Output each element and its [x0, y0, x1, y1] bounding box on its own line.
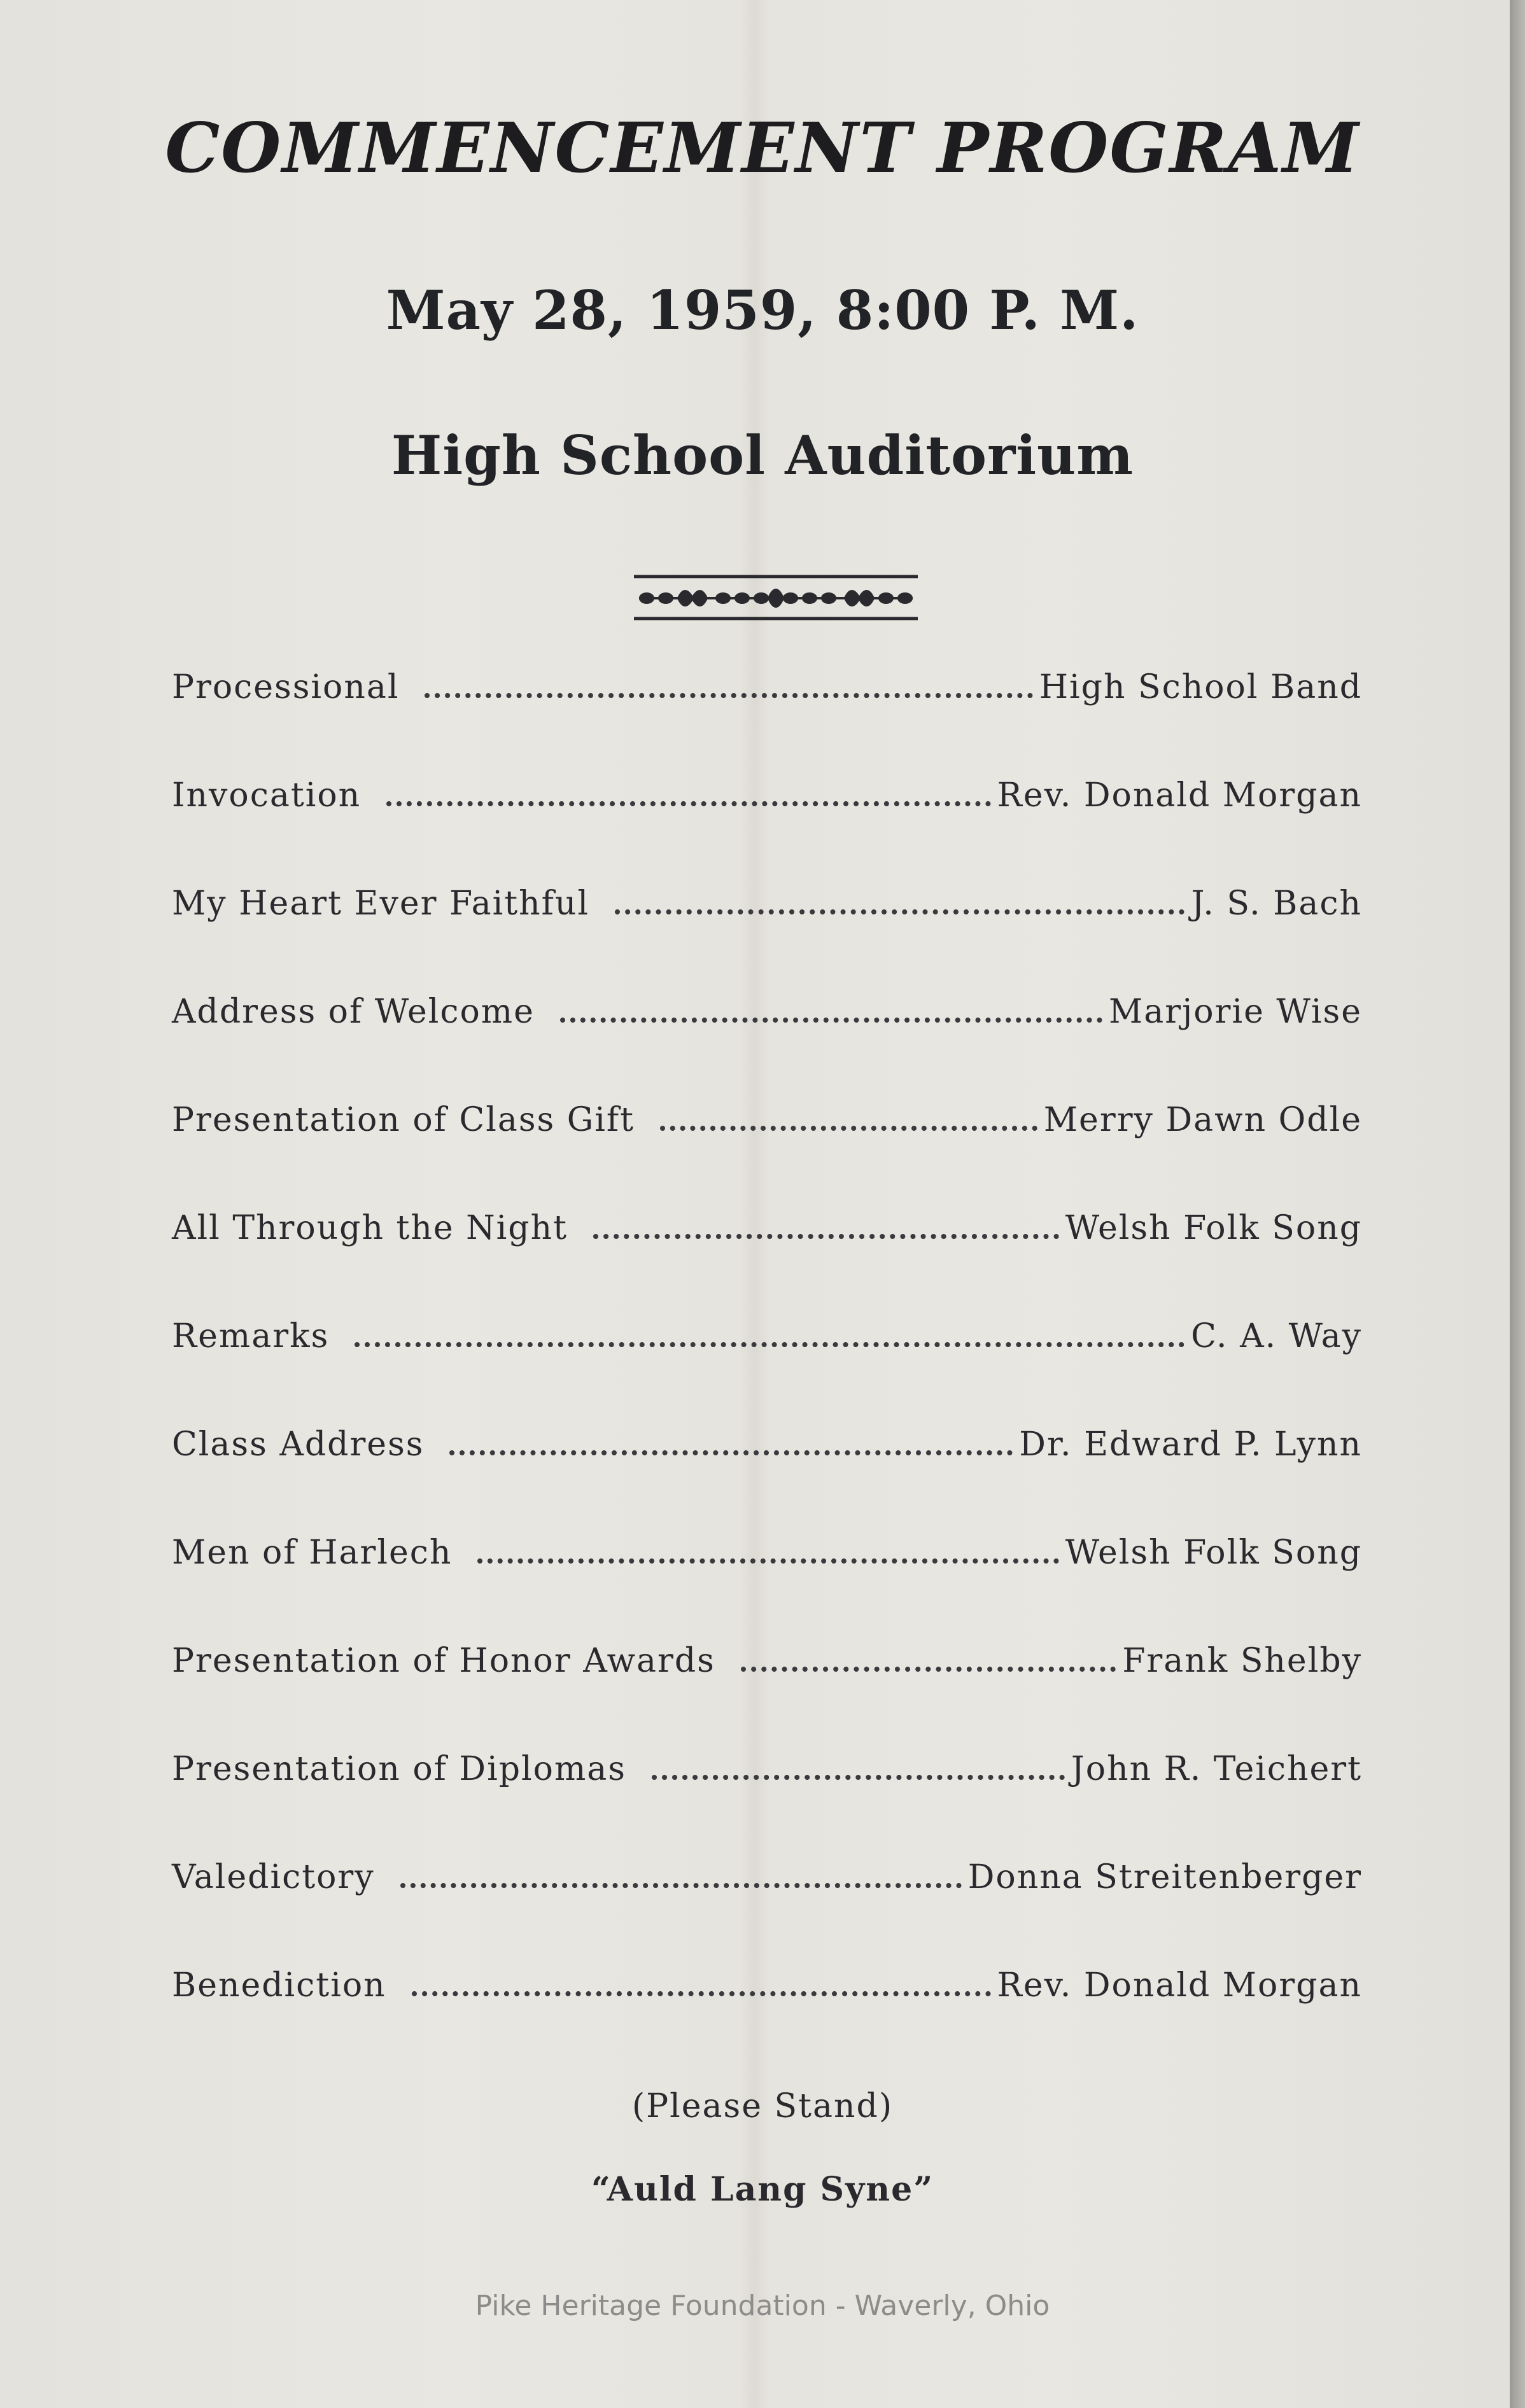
- ornament-divider: [634, 573, 918, 624]
- program-item: [172, 776, 1362, 885]
- program-item: [172, 668, 1362, 776]
- program-performer: Welsh Folk Song: [1065, 1534, 1362, 1572]
- program-performer: C. A. Way: [1191, 1317, 1362, 1355]
- dot-leader: [477, 1558, 1058, 1564]
- dot-leader: [386, 801, 991, 806]
- program-event: Men of Harlech: [172, 1534, 453, 1572]
- program-event: All Through the Night: [172, 1209, 568, 1247]
- program-item: [172, 1425, 1362, 1534]
- program-item: [172, 1642, 1362, 1750]
- dot-leader: [741, 1667, 1116, 1672]
- stand-instruction: (Please Stand): [631, 2087, 894, 2125]
- program-event: Remarks: [172, 1317, 330, 1355]
- program-performer: Welsh Folk Song: [1065, 1209, 1362, 1247]
- program-event: Benediction: [172, 1966, 386, 2005]
- program-event: Address of Welcome: [172, 993, 535, 1031]
- program-item: [172, 993, 1362, 1101]
- dot-leader: [560, 1018, 1102, 1023]
- event-venue: High School Auditorium: [391, 424, 1134, 487]
- program-item: [172, 1101, 1362, 1209]
- program-event: Valedictory: [172, 1858, 375, 1896]
- program-title: COMMENCEMENT PROGRAM: [165, 108, 1360, 188]
- program-item: [172, 885, 1362, 993]
- dot-leader: [615, 909, 1184, 914]
- program-event: My Heart Ever Faithful: [172, 885, 589, 923]
- program-item: [172, 1534, 1362, 1642]
- program-performer: Rev. Donald Morgan: [997, 1966, 1362, 2005]
- program-performer: John R. Teichert: [1071, 1750, 1362, 1788]
- dot-leader: [412, 1991, 991, 1996]
- dot-leader: [652, 1775, 1065, 1780]
- program-performer: Dr. Edward P. Lynn: [1019, 1425, 1362, 1464]
- program-item: [172, 1966, 1362, 2075]
- program-item: [172, 1317, 1362, 1425]
- closing-song: “Auld Lang Syne”: [591, 2170, 934, 2209]
- program-performer: Frank Shelby: [1122, 1642, 1362, 1680]
- dot-leader: [660, 1126, 1037, 1131]
- program-performer: J. S. Bach: [1191, 885, 1362, 923]
- program-event: Presentation of Honor Awards: [172, 1642, 715, 1680]
- program-performer: High School Band: [1039, 668, 1362, 706]
- dot-leader: [400, 1883, 962, 1888]
- program-list: [172, 668, 1362, 2075]
- dot-leader: [449, 1450, 1013, 1455]
- paper-edge: [1510, 0, 1525, 2408]
- program-event: Presentation of Class Gift: [172, 1101, 635, 1139]
- program-performer: Merry Dawn Odle: [1043, 1101, 1362, 1139]
- program-event: Presentation of Diplomas: [172, 1750, 626, 1788]
- program-item: [172, 1750, 1362, 1858]
- program-performer: Rev. Donald Morgan: [997, 776, 1362, 815]
- program-performer: Donna Streitenberger: [967, 1858, 1362, 1896]
- program-item: [172, 1858, 1362, 1966]
- program-event: Class Address: [172, 1425, 425, 1464]
- watermark-credit: Pike Heritage Foundation - Waverly, Ohio: [475, 2290, 1050, 2322]
- program-event: Processional: [172, 668, 400, 706]
- program-performer: Marjorie Wise: [1109, 993, 1362, 1031]
- program-item: [172, 1209, 1362, 1317]
- dot-leader: [355, 1342, 1184, 1347]
- dot-leader: [425, 693, 1032, 698]
- event-date: May 28, 1959, 8:00 P. M.: [386, 279, 1139, 342]
- dot-leader: [593, 1234, 1059, 1239]
- program-event: Invocation: [172, 776, 362, 815]
